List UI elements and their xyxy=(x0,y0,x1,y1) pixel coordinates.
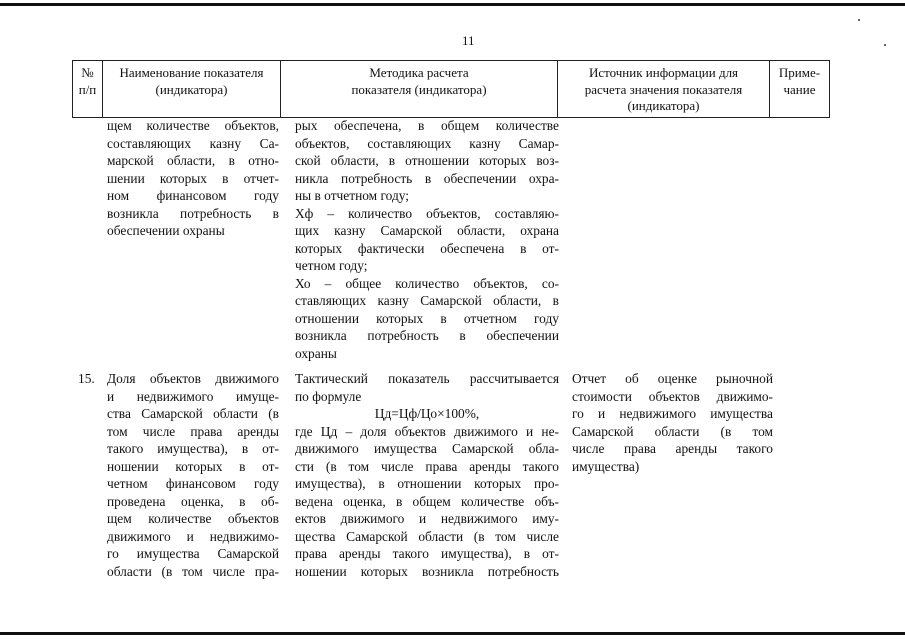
header-note-line: Приме- xyxy=(778,65,821,80)
row15-name-line: Доля объектов движимого xyxy=(107,371,279,386)
row15-source-line: Самарской области (в том xyxy=(572,423,773,439)
continued-method-line: которых фактически обеспечена в от- xyxy=(295,240,559,256)
header-note-line: чание xyxy=(783,81,816,97)
row15-method-line: сти (в том числе права аренды такого xyxy=(295,458,559,474)
continued-method-line: отношении которых в отчетном году xyxy=(295,310,559,326)
header-source-line: Источник информации для xyxy=(588,65,739,80)
header-method-cell xyxy=(281,61,558,118)
header-number-line: п/п xyxy=(78,81,97,97)
continued-name-line: щем количестве объектов, xyxy=(107,118,279,133)
row15-name-line: проведена оценка, в об- xyxy=(107,493,279,509)
row15-name-line: движимого и недвижимо- xyxy=(107,528,279,544)
header-method-line: Методика расчета xyxy=(369,65,469,80)
row15-source-line: го и недвижимого имущества xyxy=(572,406,773,421)
scan-speck xyxy=(884,44,886,46)
row15-name-line: ства Самарской области (в xyxy=(107,406,279,421)
header-number-line: № xyxy=(81,65,94,80)
row15-name-line: такого имущества), в от- xyxy=(107,441,279,456)
row15-name-line: го имущества Самарской xyxy=(107,546,279,561)
row15-name-line: том числе права аренды xyxy=(107,423,279,439)
scan-top-border xyxy=(0,3,905,6)
row15-name-line: щем количестве объектов xyxy=(107,511,279,526)
header-source-line: (индикатора) xyxy=(627,98,700,113)
continued-method-line: охраны xyxy=(295,345,337,361)
continued-name-line: шении которых в отчет- xyxy=(107,170,279,186)
row15-name-line: и недвижимого имуще- xyxy=(107,388,279,404)
header-number-cell xyxy=(73,61,103,118)
row15-method-line: движимого имущества Самарской обла- xyxy=(295,441,559,456)
row15-method-line: ектов движимого и недвижимого иму- xyxy=(295,511,559,526)
continued-method-line: никла потребность в обеспечении охра- xyxy=(295,170,559,186)
row15-method-line: права аренды такого имущества), в от- xyxy=(295,546,559,561)
continued-method-line: ставляющих казну Самарской области, в xyxy=(295,293,559,308)
header-source-cell xyxy=(558,61,770,118)
scan-bottom-border xyxy=(0,632,905,635)
row15-method-line: ведена оценка, в общем количестве объ- xyxy=(295,493,559,509)
continued-method-line: Хф – количество объектов, составляю- xyxy=(295,205,559,221)
header-name-line: Наименование показателя xyxy=(119,65,264,80)
continued-name-line: марской области, в отно- xyxy=(107,153,279,168)
row15-source-line: Отчет об оценке рыночной xyxy=(572,371,773,386)
continued-name-line: ном финансовом году xyxy=(107,188,279,203)
continued-method-line: ской области, в отношении которых воз- xyxy=(295,153,559,168)
row15-formula: Цд=Цф/Цо×100%, xyxy=(374,406,480,421)
row15-method-line: Тактический показатель рассчитывается xyxy=(295,371,559,386)
continued-name-line: составляющих казну Са- xyxy=(107,135,279,151)
row15-method-line: имущества), в отношении которых про- xyxy=(295,476,559,491)
header-name-cell xyxy=(103,61,281,118)
header-source-line: расчета значения показателя xyxy=(584,81,743,97)
row15-method-line: где Цд – доля объектов движимого и не- xyxy=(295,423,559,439)
continued-method-line: объектов, составляющих казну Самар- xyxy=(295,135,559,151)
continued-name-line: возникла потребность в xyxy=(107,205,279,221)
row15-source-line: числе права аренды такого xyxy=(572,441,773,456)
row15-method-line: щества Самарской области (в том числе xyxy=(295,528,559,544)
row15-source-line: имущества) xyxy=(572,458,640,474)
row15-name-line: четном финансовом году xyxy=(107,476,279,491)
row15-name-line: области (в том числе пра- xyxy=(107,563,279,579)
table-header xyxy=(72,60,830,118)
continued-method-line: щих казну Самарской области, охрана xyxy=(295,223,559,238)
row15-method-line: по формуле xyxy=(295,388,362,404)
row15-method-line: ношении которых возникла потребность xyxy=(295,563,559,579)
continued-method-line: рых обеспечена, в общем количестве xyxy=(295,118,559,133)
row15-name-line: ношении которых в от- xyxy=(107,458,279,474)
header-note-cell xyxy=(770,61,830,118)
scan-speck xyxy=(858,19,860,21)
row15-source-line: стоимости объектов движимо- xyxy=(572,388,773,404)
continued-method-line: ны в отчетном году; xyxy=(295,188,410,203)
continued-name-line: обеспечении охраны xyxy=(107,223,225,238)
continued-method-line: возникла потребность в обеспечении xyxy=(295,328,559,343)
continued-method-line: Хо – общее количество объектов, со- xyxy=(295,275,559,291)
header-name-line: (индикатора) xyxy=(155,81,228,97)
continued-method-line: четном году; xyxy=(295,258,368,273)
page-number: 11 xyxy=(462,33,475,48)
header-method-line: показателя (индикатора) xyxy=(351,81,487,97)
row-number: 15. xyxy=(78,371,95,386)
